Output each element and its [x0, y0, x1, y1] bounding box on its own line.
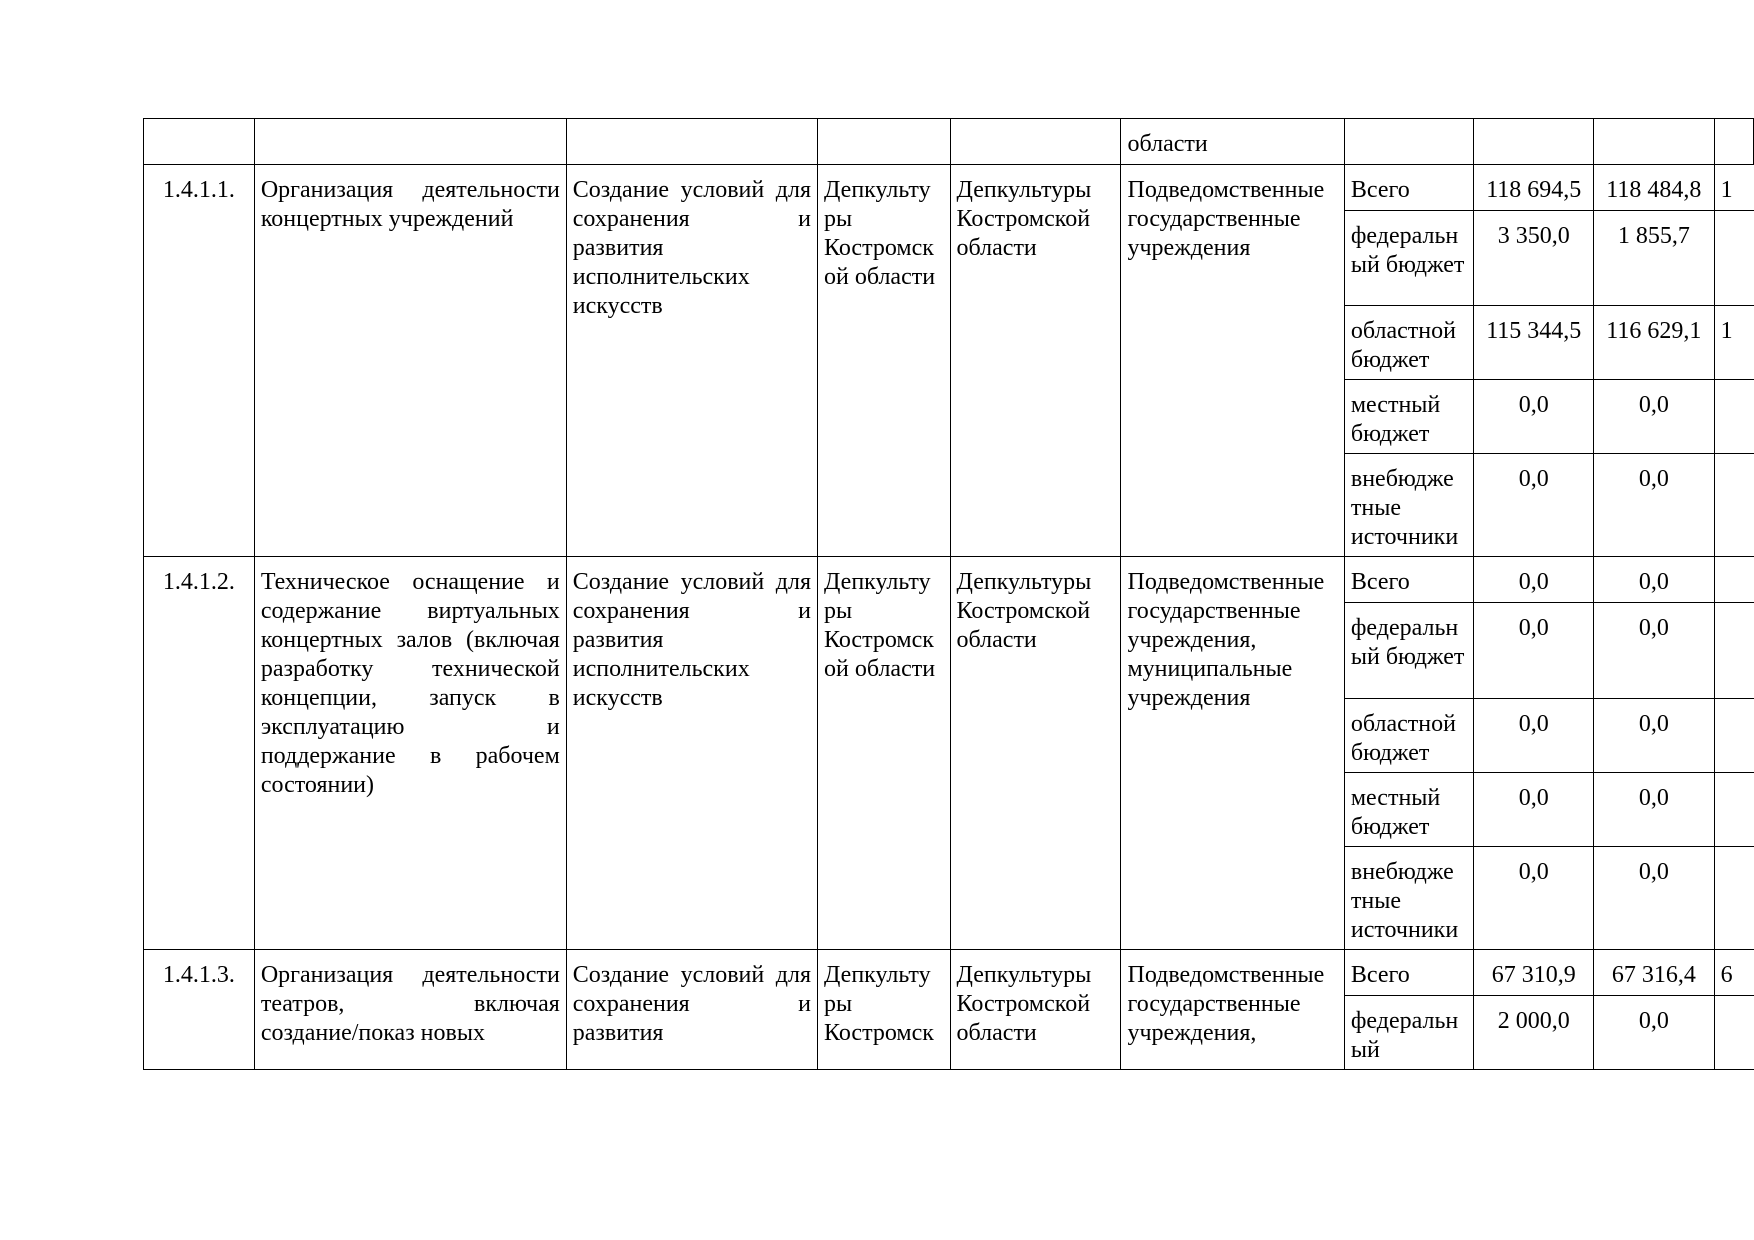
cell-line: Подведомственные	[1127, 569, 1325, 595]
funding-value-2: 0,0	[1594, 847, 1715, 950]
cell-line: Костромской	[956, 991, 1091, 1017]
funding-value-1: 115 344,5	[1474, 306, 1594, 380]
program-activities-table	[143, 118, 1754, 1070]
activity-customer	[950, 557, 1121, 950]
cell-line: искусств	[572, 685, 663, 711]
funding-value-3	[1714, 773, 1753, 847]
funding-value-2: 0,0	[1594, 380, 1715, 454]
funding-source: внебюдже тные источники	[1344, 847, 1474, 950]
cell-line: разработку технической	[260, 656, 560, 682]
funding-value-3	[1714, 211, 1753, 306]
cell-line: Костромской	[956, 598, 1091, 624]
cell-line: исполнительских	[572, 656, 750, 682]
funding-value-1: 118 694,5	[1474, 165, 1594, 211]
cell-line: Депкульту	[824, 177, 931, 203]
cell-line: создание/показ новых	[260, 1020, 485, 1046]
funding-value-3	[1714, 699, 1753, 773]
cell-line: Создание условий для	[572, 569, 811, 595]
cell-line: состоянии)	[260, 772, 375, 798]
cell-line: ой области	[824, 656, 936, 682]
funding-value-3	[1714, 454, 1753, 557]
funding-value-1: 3 350,0	[1474, 211, 1594, 306]
activity-name	[254, 557, 566, 950]
funding-value-1: 0,0	[1474, 603, 1594, 699]
empty-cell	[144, 119, 255, 165]
funding-value-3: 1	[1714, 165, 1753, 211]
activity-row	[144, 557, 1754, 603]
cell-line: эксплуатацию и	[260, 714, 560, 740]
cell-line: концертных учреждений	[260, 206, 514, 232]
activity-executor	[1121, 557, 1344, 950]
cell-line: муниципальные	[1127, 656, 1293, 682]
cell-line: Организация деятельности	[260, 177, 560, 203]
cell-line: развития	[572, 627, 664, 653]
funding-value-1: 0,0	[1474, 380, 1594, 454]
cell-line: государственные	[1127, 206, 1301, 232]
cell-line: Подведомственные	[1127, 177, 1325, 203]
funding-value-3	[1714, 603, 1753, 699]
cell-line: Создание условий для	[572, 962, 811, 988]
cell-line: ры	[824, 991, 853, 1017]
activity-purpose	[566, 165, 817, 557]
funding-value-2: 0,0	[1594, 773, 1715, 847]
cell-line: Подведомственные	[1127, 962, 1325, 988]
empty-cell	[566, 119, 817, 165]
funding-source: областной бюджет	[1344, 306, 1474, 380]
activity-coordinator	[818, 950, 951, 1070]
activity-code: 1.4.1.3.	[144, 950, 255, 1070]
funding-value-2: 0,0	[1594, 557, 1715, 603]
cell-line: ры	[824, 598, 853, 624]
activity-customer	[950, 950, 1121, 1070]
cell-line: Депкульту	[824, 569, 931, 595]
funding-value-2: 116 629,1	[1594, 306, 1715, 380]
activity-code: 1.4.1.2.	[144, 557, 255, 950]
funding-source: федеральн ый бюджет	[1344, 603, 1474, 699]
activity-executor	[1121, 950, 1344, 1070]
funding-source: Всего	[1344, 557, 1474, 603]
funding-source: федеральн ый бюджет	[1344, 211, 1474, 306]
responsible-cell: области	[1121, 119, 1344, 165]
cell-line: развития	[572, 235, 664, 261]
cell-line: развития	[572, 1020, 664, 1046]
activity-coordinator	[818, 165, 951, 557]
cell-line: Костромск	[824, 235, 934, 261]
cell-line: сохранения и	[572, 598, 811, 624]
cell-line: сохранения и	[572, 206, 811, 232]
funding-source: областной бюджет	[1344, 699, 1474, 773]
activity-code: 1.4.1.1.	[144, 165, 255, 557]
cell-line: ой области	[824, 264, 936, 290]
activity-coordinator	[818, 557, 951, 950]
activity-executor	[1121, 165, 1344, 557]
funding-value-2: 118 484,8	[1594, 165, 1715, 211]
funding-value-3	[1714, 557, 1753, 603]
funding-value-3	[1714, 847, 1753, 950]
cell-line: Депкультуры	[956, 177, 1092, 203]
funding-source: Всего	[1344, 950, 1474, 996]
cell-line: Костромск	[824, 1020, 934, 1046]
cell-line: Костромск	[824, 627, 934, 653]
funding-source: местный бюджет	[1344, 380, 1474, 454]
funding-value-1: 67 310,9	[1474, 950, 1594, 996]
empty-cell	[254, 119, 566, 165]
empty-cell	[1344, 119, 1474, 165]
cell-line: учреждения,	[1127, 627, 1257, 653]
activity-name	[254, 165, 566, 557]
funding-value-2: 0,0	[1594, 699, 1715, 773]
continuation-row	[144, 119, 1754, 165]
funding-value-1: 0,0	[1474, 847, 1594, 950]
funding-value-2: 0,0	[1594, 996, 1715, 1070]
cell-line: Техническое оснащение и	[260, 569, 560, 595]
funding-value-3: 1	[1714, 306, 1753, 380]
funding-value-2: 0,0	[1594, 603, 1715, 699]
cell-line: поддержание в рабочем	[260, 743, 560, 769]
activity-purpose	[566, 950, 817, 1070]
funding-value-1: 0,0	[1474, 557, 1594, 603]
cell-line: ры	[824, 206, 853, 232]
cell-line: Депкультуры	[956, 569, 1092, 595]
cell-line: сохранения и	[572, 991, 811, 1017]
cell-line: учреждения	[1127, 235, 1251, 261]
funding-value-1: 0,0	[1474, 773, 1594, 847]
cell-line: концепции, запуск в	[260, 685, 560, 711]
funding-source: Всего	[1344, 165, 1474, 211]
funding-value-1: 2 000,0	[1474, 996, 1594, 1070]
funding-value-2: 67 316,4	[1594, 950, 1715, 996]
cell-line: искусств	[572, 293, 663, 319]
cell-line: области	[956, 1020, 1037, 1046]
activity-row	[144, 950, 1754, 996]
funding-value-2: 0,0	[1594, 454, 1715, 557]
funding-value-3	[1714, 380, 1753, 454]
cell-line: исполнительских	[572, 264, 750, 290]
funding-value-3	[1714, 996, 1753, 1070]
activity-customer	[950, 165, 1121, 557]
funding-value-1: 0,0	[1474, 699, 1594, 773]
cell-line: Организация деятельности	[260, 962, 560, 988]
empty-cell	[1474, 119, 1594, 165]
funding-source: внебюдже тные источники	[1344, 454, 1474, 557]
empty-cell	[950, 119, 1121, 165]
cell-line: содержание виртуальных	[260, 598, 560, 624]
activity-name	[254, 950, 566, 1070]
cell-line: Депкультуры	[956, 962, 1092, 988]
cell-line: государственные	[1127, 598, 1301, 624]
cell-line: театров, включая	[260, 991, 560, 1017]
cell-line: Депкульту	[824, 962, 931, 988]
cell-line: концертных залов (включая	[260, 627, 560, 653]
funding-value-2: 1 855,7	[1594, 211, 1715, 306]
cell-line: учреждения	[1127, 685, 1251, 711]
activity-purpose	[566, 557, 817, 950]
empty-cell	[1714, 119, 1753, 165]
cell-line: области	[956, 235, 1037, 261]
funding-source: местный бюджет	[1344, 773, 1474, 847]
activity-row	[144, 165, 1754, 211]
cell-line: государственные	[1127, 991, 1301, 1017]
empty-cell	[818, 119, 951, 165]
cell-line: Создание условий для	[572, 177, 811, 203]
funding-value-3: 6	[1714, 950, 1753, 996]
cell-line: области	[956, 627, 1037, 653]
funding-value-1: 0,0	[1474, 454, 1594, 557]
cell-line: Костромской	[956, 206, 1091, 232]
empty-cell	[1594, 119, 1715, 165]
cell-line: учреждения,	[1127, 1020, 1257, 1046]
funding-source: федеральн ый	[1344, 996, 1474, 1070]
